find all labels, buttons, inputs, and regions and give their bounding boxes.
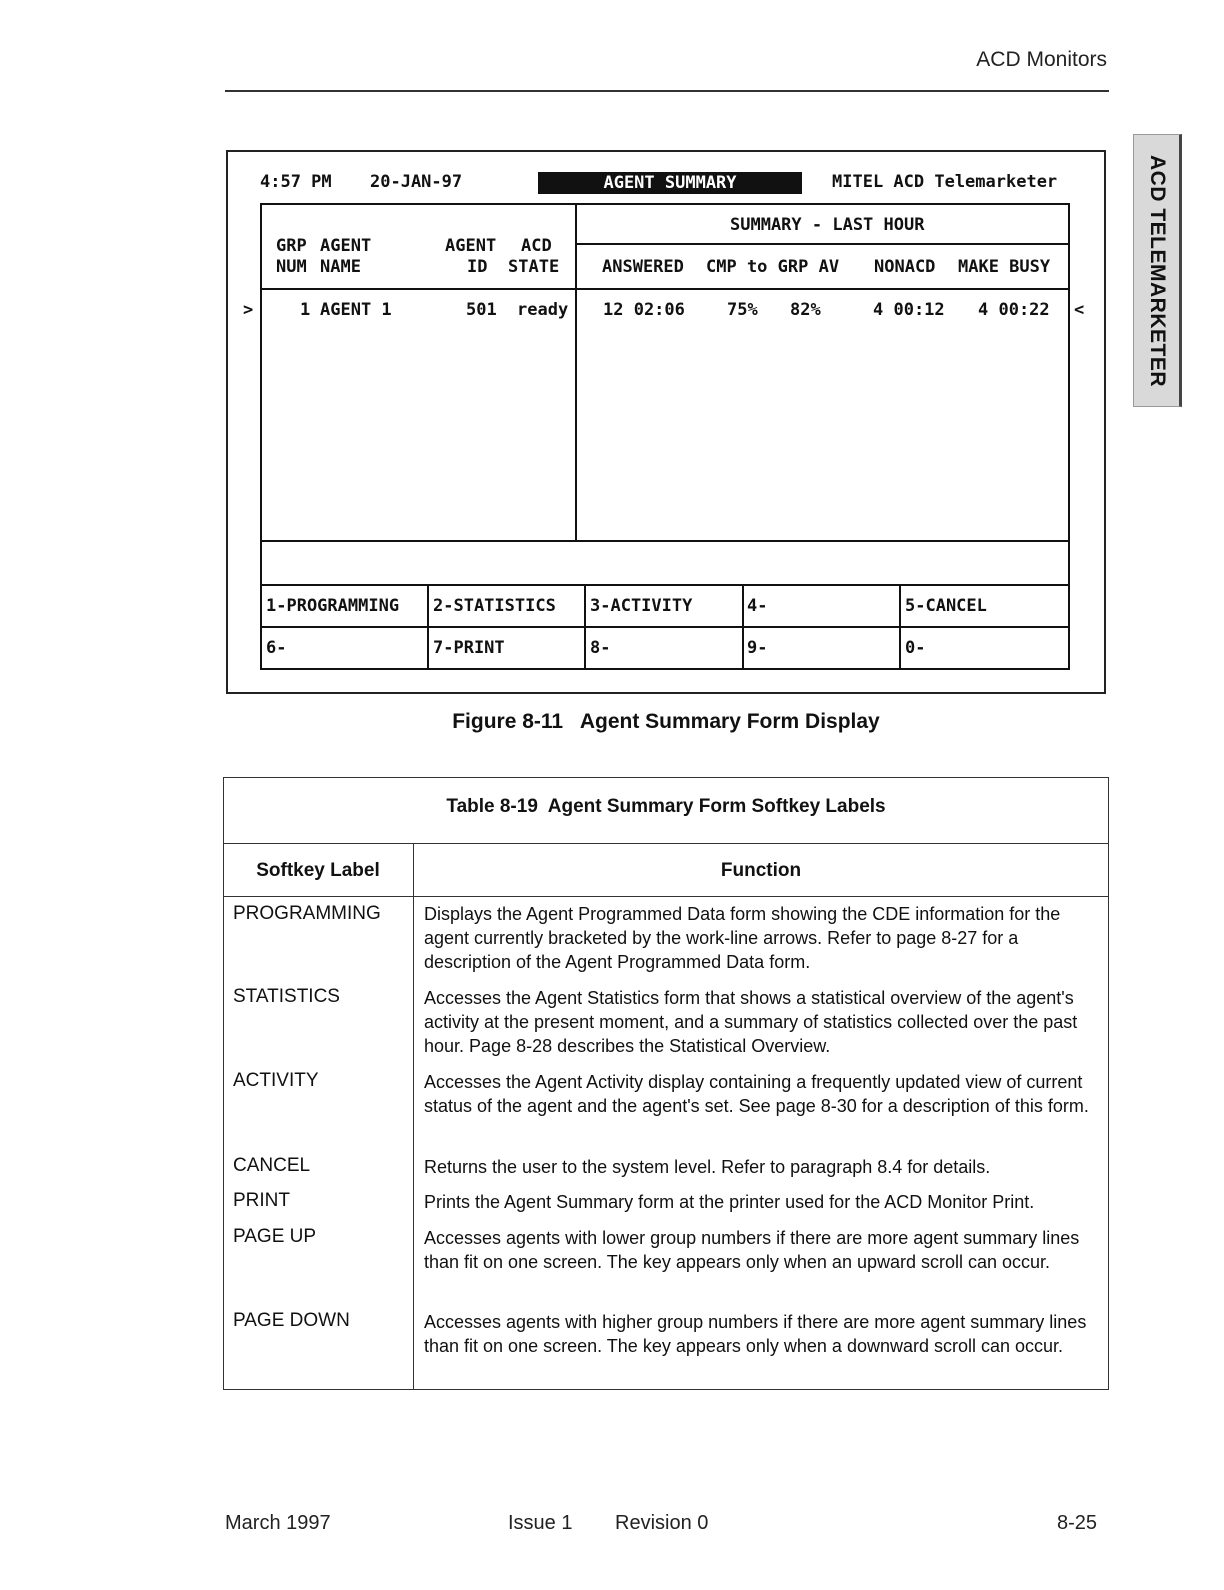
softkey-col-divider-3 bbox=[742, 584, 744, 670]
row-label-page-up: PAGE UP bbox=[233, 1226, 317, 1247]
table-header-label: Softkey Label bbox=[256, 860, 380, 881]
row-agent-id: 501 bbox=[466, 300, 497, 320]
row-function-statistics: Accesses the Agent Statistics form that shows a statistical overview of the agent's activity at the present moment, and a summary of statistics collected over the past hour. Page 8-28 describes the Statistical Overview. bbox=[424, 988, 1078, 1056]
softkey-1-programming[interactable]: 1-PROGRAMMING bbox=[266, 596, 400, 616]
col-agent-id-2: ID bbox=[467, 257, 488, 277]
row-nonacd: 4 00:12 bbox=[873, 300, 945, 320]
softkey-8[interactable]: 8- bbox=[590, 638, 611, 658]
header-rule bbox=[225, 90, 1109, 92]
table-header-rule bbox=[223, 896, 1109, 897]
col-agent-name-1: AGENT bbox=[320, 236, 372, 256]
summary-header: SUMMARY - LAST HOUR bbox=[730, 215, 925, 235]
row-function-activity: Accesses the Agent Activity display containing a frequently updated view of current status of the agent and the agent's set. See page 8-30 for a description of this form. bbox=[424, 1072, 1089, 1116]
col-cmp-grp-av: CMP to GRP AV bbox=[706, 257, 840, 277]
work-line-arrow-right: < bbox=[1074, 300, 1085, 320]
col-agent-name-2: NAME bbox=[320, 257, 361, 277]
softkey-9[interactable]: 9- bbox=[747, 638, 768, 658]
softkey-7-print[interactable]: 7-PRINT bbox=[433, 638, 505, 658]
col-num: NUM bbox=[276, 257, 307, 277]
col-grp: GRP bbox=[276, 236, 307, 256]
softkey-col-divider-4 bbox=[899, 584, 901, 670]
table-title: Table 8-19 Agent Summary Form Softkey Labels bbox=[446, 796, 886, 817]
row-function-page-up: Accesses agents with lower group numbers if there are more agent summary lines than fit on one screen. The key appears only when an upward scroll can occur. bbox=[424, 1228, 1080, 1272]
screen-time: 4:57 PM bbox=[260, 172, 332, 192]
row-function-print: Prints the Agent Summary form at the printer used for the ACD Monitor Print. bbox=[424, 1192, 1035, 1212]
softkey-0[interactable]: 0- bbox=[905, 638, 926, 658]
softkey-col-divider-1 bbox=[427, 584, 429, 670]
form-title: AGENT SUMMARY bbox=[538, 172, 802, 194]
table-header-function: Function bbox=[720, 860, 802, 881]
col-agent-id-1: AGENT bbox=[445, 236, 497, 256]
work-line-arrow-left: > bbox=[243, 300, 254, 320]
softkey-4[interactable]: 4- bbox=[747, 596, 768, 616]
softkey-3-activity[interactable]: 3-ACTIVITY bbox=[590, 596, 693, 616]
chapter-tab-label: ACD TELEMARKETER bbox=[1145, 154, 1169, 387]
footer-page-number: 8-25 bbox=[1056, 1512, 1097, 1534]
table-column-divider bbox=[413, 843, 414, 1390]
row-function-programming: Displays the Agent Programmed Data form showing the CDE information for the agent currently bracketed by the work-line arrows. Refer to page 8-27 for a description of the Agent Programmed Data form. bbox=[424, 904, 1061, 972]
row-grp-av: 82% bbox=[790, 300, 821, 320]
col-answered: ANSWERED bbox=[602, 257, 684, 277]
col-make-busy: MAKE BUSY bbox=[958, 257, 1051, 277]
row-agent-name: AGENT 1 bbox=[320, 300, 392, 320]
row-answered: 12 02:06 bbox=[603, 300, 685, 320]
footer-revision: Revision 0 bbox=[615, 1512, 709, 1534]
summary-header-rule bbox=[575, 243, 1069, 245]
row-function-cancel: Returns the user to the system level. Refer to paragraph 8.4 for details. bbox=[424, 1157, 991, 1177]
row-label-cancel: CANCEL bbox=[233, 1155, 311, 1176]
summary-divider bbox=[575, 203, 577, 542]
softkey-6[interactable]: 6- bbox=[266, 638, 287, 658]
row-acd-state: ready bbox=[517, 300, 569, 320]
figure-caption: Figure 8-11 Agent Summary Form Display bbox=[452, 710, 880, 733]
system-name: MITEL ACD Telemarketer bbox=[832, 172, 1058, 192]
column-header-rule bbox=[260, 288, 1069, 290]
running-header: ACD Monitors bbox=[976, 48, 1107, 71]
data-area-bottom-rule bbox=[260, 540, 1069, 542]
row-label-activity: ACTIVITY bbox=[233, 1070, 319, 1091]
footer-date: March 1997 bbox=[225, 1512, 331, 1534]
softkey-5-cancel[interactable]: 5-CANCEL bbox=[905, 596, 987, 616]
row-make-busy: 4 00:22 bbox=[978, 300, 1050, 320]
row-cmp: 75% bbox=[727, 300, 758, 320]
row-label-programming: PROGRAMMING bbox=[233, 903, 381, 924]
softkey-2-statistics[interactable]: 2-STATISTICS bbox=[433, 596, 556, 616]
chapter-tab bbox=[1133, 134, 1182, 407]
screen-date: 20-JAN-97 bbox=[370, 172, 463, 192]
footer-issue: Issue 1 bbox=[508, 1512, 573, 1534]
row-label-statistics: STATISTICS bbox=[233, 986, 340, 1007]
col-nonacd: NONACD bbox=[874, 257, 936, 277]
col-acd-state-2: STATE bbox=[508, 257, 560, 277]
row-label-page-down: PAGE DOWN bbox=[233, 1310, 350, 1331]
col-acd-state-1: ACD bbox=[521, 236, 552, 256]
softkey-col-divider-2 bbox=[584, 584, 586, 670]
row-grp-num: 1 bbox=[300, 300, 311, 320]
row-function-page-down: Accesses agents with higher group numbers if there are more agent summary lines than fit on one screen. The key appears only when a downward scroll can occur. bbox=[424, 1312, 1087, 1356]
table-title-rule bbox=[223, 843, 1109, 844]
softkey-row-divider bbox=[260, 626, 1069, 628]
row-label-print: PRINT bbox=[233, 1190, 290, 1211]
